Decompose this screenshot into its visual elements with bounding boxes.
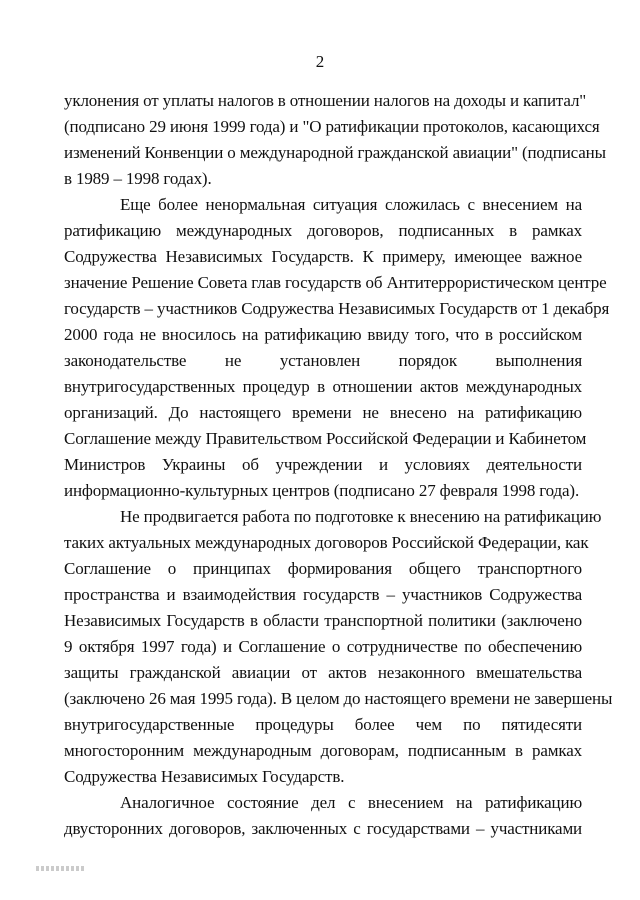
text-line: 9 октября 1997 года) и Соглашение о сотрудничестве по обеспечению	[64, 637, 582, 656]
paragraph-2	[64, 192, 610, 504]
text-line: законодательстве не установлен порядок выполнения	[64, 351, 582, 370]
text-line: значение Решение Совета глав государств об Антитеррористическом центре	[64, 273, 607, 292]
text-line: Соглашение между Правительством Российской Федерации и Кабинетом	[64, 429, 587, 448]
text-line: Не продвигается работа по подготовке к внесению на ратификацию	[120, 507, 602, 526]
text-line: Содружества Независимых Государств.	[64, 767, 345, 786]
text-line: внутригосударственных процедур в отношении актов международных	[64, 377, 582, 396]
page-number: 2	[315, 52, 325, 71]
text-line: государств – участников Содружества Независимых Государств от 1 декабря	[64, 299, 610, 318]
footer-mark	[36, 866, 86, 871]
text-line: (заключено 26 мая 1995 года). В целом до настоящего времени не завершены	[64, 689, 613, 708]
paragraph-4	[64, 790, 582, 842]
text-line: многосторонним международным договорам, подписанным в рамках	[64, 741, 582, 760]
text-line: Соглашение о принципах формирования общего транспортного	[64, 559, 582, 578]
text-line: Независимых Государств в области транспортной политики (заключено	[64, 611, 582, 630]
text-line: двусторонних договоров, заключенных с государствами – участниками	[64, 819, 582, 838]
paragraph-3	[64, 504, 613, 790]
text-line: Еще более ненормальная ситуация сложилась с внесением на	[120, 195, 582, 214]
text-line: Содружества Независимых Государств. К примеру, имеющее важное	[64, 247, 582, 266]
text-line: внутригосударственные процедуры более чем по пятидесяти	[64, 715, 582, 734]
text-line: Аналогичное состояние дел с внесением на ратификацию	[120, 793, 582, 812]
text-line: информационно-культурных центров (подписано 27 февраля 1998 года).	[64, 481, 580, 500]
text-line: 2000 года не вносилось на ратификацию ввиду того, что в российском	[64, 325, 582, 344]
text-line: защиты гражданской авиации от актов незаконного вмешательства	[64, 663, 582, 682]
text-line: организаций. До настоящего времени не внесено на ратификацию	[64, 403, 582, 422]
text-line: уклонения от уплаты налогов в отношении налогов на доходы и капитал"	[64, 91, 587, 110]
text-line: ратификацию международных договоров, подписанных в рамках	[64, 221, 582, 240]
text-line: (подписано 29 июня 1999 года) и "О ратификации протоколов, касающихся	[64, 117, 600, 136]
text-line: в 1989 – 1998 годах).	[64, 169, 212, 188]
text-line: Министров Украины об учреждении и условиях деятельности	[64, 455, 582, 474]
text-line: изменений Конвенции о международной гражданской авиации" (подписаны	[64, 143, 606, 162]
text-line: пространства и взаимодействия государств – участников Содружества	[64, 585, 582, 604]
document-body	[64, 88, 613, 842]
text-line: таких актуальных международных договоров Российской Федерации, как	[64, 533, 589, 552]
paragraph-1	[64, 88, 606, 192]
